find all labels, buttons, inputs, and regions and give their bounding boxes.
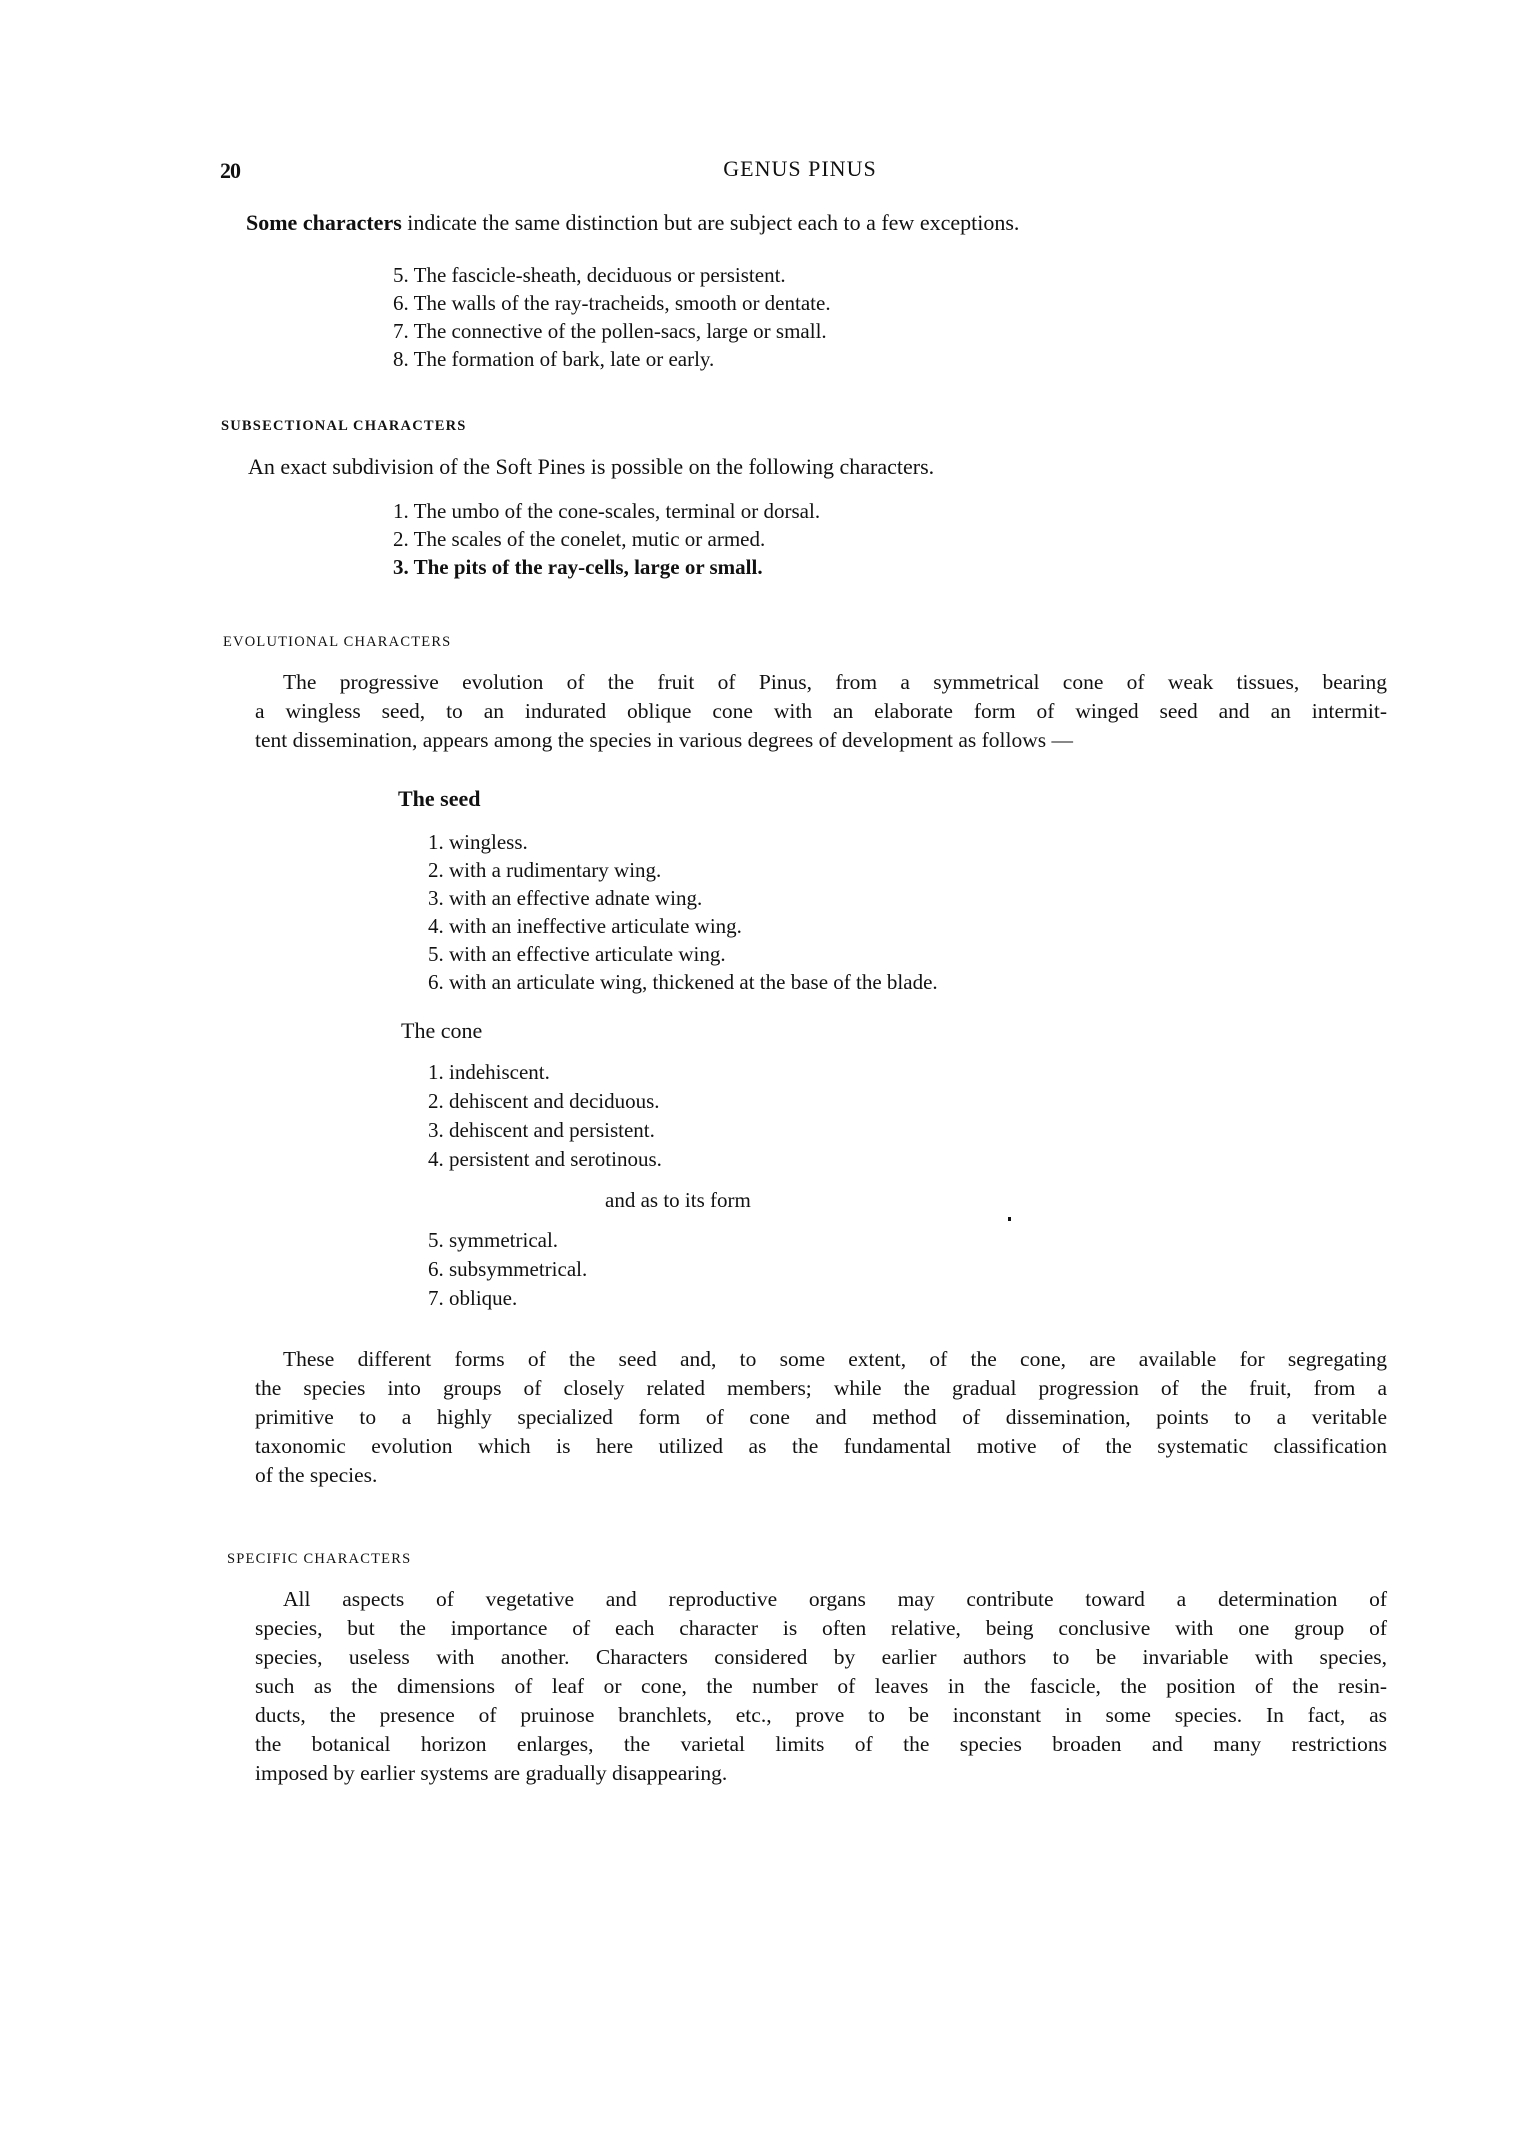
seed-item: 1. wingless. bbox=[428, 830, 528, 854]
paragraph-line: of the species. bbox=[255, 1463, 378, 1487]
paragraph-line: The progressive evolution of the fruit of Pinus, from a symmetrical cone of weak tissues, bearing bbox=[283, 670, 1387, 694]
paragraph-line: ducts, the presence of pruinose branchlets, etc., prove to be inconstant in some species. In fact, as bbox=[255, 1703, 1387, 1727]
paragraph-line: tent dissemination, appears among the species in various degrees of development as follows — bbox=[255, 728, 1073, 752]
section-heading-specific: SPECIFIC CHARACTERS bbox=[227, 1551, 412, 1567]
intro-item: 7. The connective of the pollen-sacs, large or small. bbox=[393, 319, 827, 343]
paragraph-line: the botanical horizon enlarges, the varietal limits of the species broaden and many restrictions bbox=[255, 1732, 1387, 1756]
intro-lead-bold: Some characters bbox=[246, 210, 402, 235]
cone-item: 1. indehiscent. bbox=[428, 1060, 550, 1084]
seed-item: 2. with a rudimentary wing. bbox=[428, 858, 662, 882]
section-heading-evolutional: EVOLUTIONAL CHARACTERS bbox=[223, 634, 452, 650]
paragraph-line: species, useless with another. Characters considered by earlier authors to be invariable with species, bbox=[255, 1645, 1387, 1669]
cone-item: 3. dehiscent and persistent. bbox=[428, 1118, 655, 1142]
cone-heading: The cone bbox=[401, 1018, 483, 1043]
paragraph-line: the species into groups of closely related members; while the gradual progression of the fruit, from a bbox=[255, 1376, 1387, 1400]
paragraph-line: imposed by earlier systems are gradually disappearing. bbox=[255, 1761, 728, 1785]
paragraph-line: All aspects of vegetative and reproductive organs may contribute toward a determination of bbox=[283, 1587, 1387, 1611]
intro-item: 6. The walls of the ray-tracheids, smooth or dentate. bbox=[393, 291, 831, 315]
cone-item: 4. persistent and serotinous. bbox=[428, 1147, 662, 1171]
subsectional-item: 2. The scales of the conelet, mutic or armed. bbox=[393, 527, 766, 551]
seed-heading: The seed bbox=[398, 786, 481, 811]
paragraph-line: such as the dimensions of leaf or cone, the number of leaves in the fascicle, the position of the resin- bbox=[255, 1674, 1387, 1698]
subsectional-item: 1. The umbo of the cone-scales, terminal or dorsal. bbox=[393, 499, 821, 523]
subsectional-item: 3. The pits of the ray-cells, large or small. bbox=[393, 555, 763, 579]
intro-lead bbox=[246, 208, 1019, 237]
cone-form-item: 7. oblique. bbox=[428, 1286, 518, 1310]
intro-item: 5. The fascicle-sheath, deciduous or persistent. bbox=[393, 263, 786, 287]
page-number: 20 bbox=[220, 158, 240, 183]
paragraph-line: a wingless seed, to an indurated oblique cone with an elaborate form of winged seed and an intermit- bbox=[255, 699, 1387, 723]
intro-lead-rest: indicate the same distinction but are subject each to a few exceptions. bbox=[401, 210, 1020, 235]
evolutional-summary-paragraph bbox=[227, 1345, 1387, 1490]
paragraph-line: These different forms of the seed and, to some extent, of the cone, are available for segregating bbox=[283, 1347, 1387, 1371]
section-heading-subsectional: SUBSECTIONAL CHARACTERS bbox=[221, 418, 467, 434]
running-head: GENUS PINUS bbox=[723, 156, 877, 181]
seed-item: 4. with an ineffective articulate wing. bbox=[428, 914, 742, 938]
cone-form-heading: and as to its form bbox=[605, 1188, 751, 1212]
intro-item: 8. The formation of bark, late or early. bbox=[393, 347, 715, 371]
seed-item: 3. with an effective adnate wing. bbox=[428, 886, 703, 910]
evolutional-paragraph bbox=[227, 668, 1387, 755]
cone-form-item: 6. subsymmetrical. bbox=[428, 1257, 588, 1281]
paragraph-line: species, but the importance of each character is often relative, being conclusive with one group of bbox=[255, 1616, 1387, 1640]
seed-item: 5. with an effective articulate wing. bbox=[428, 942, 726, 966]
cone-item: 2. dehiscent and deciduous. bbox=[428, 1089, 660, 1113]
paragraph-line: taxonomic evolution which is here utilized as the fundamental motive of the systematic classification bbox=[255, 1434, 1387, 1458]
subsectional-lead: An exact subdivision of the Soft Pines is possible on the following characters. bbox=[248, 454, 935, 479]
paragraph-line: primitive to a highly specialized form of cone and method of dissemination, points to a veritable bbox=[255, 1405, 1387, 1429]
specific-paragraph bbox=[227, 1585, 1387, 1788]
seed-item: 6. with an articulate wing, thickened at the base of the blade. bbox=[428, 970, 938, 994]
print-speck bbox=[1008, 1217, 1011, 1221]
cone-form-item: 5. symmetrical. bbox=[428, 1228, 559, 1252]
